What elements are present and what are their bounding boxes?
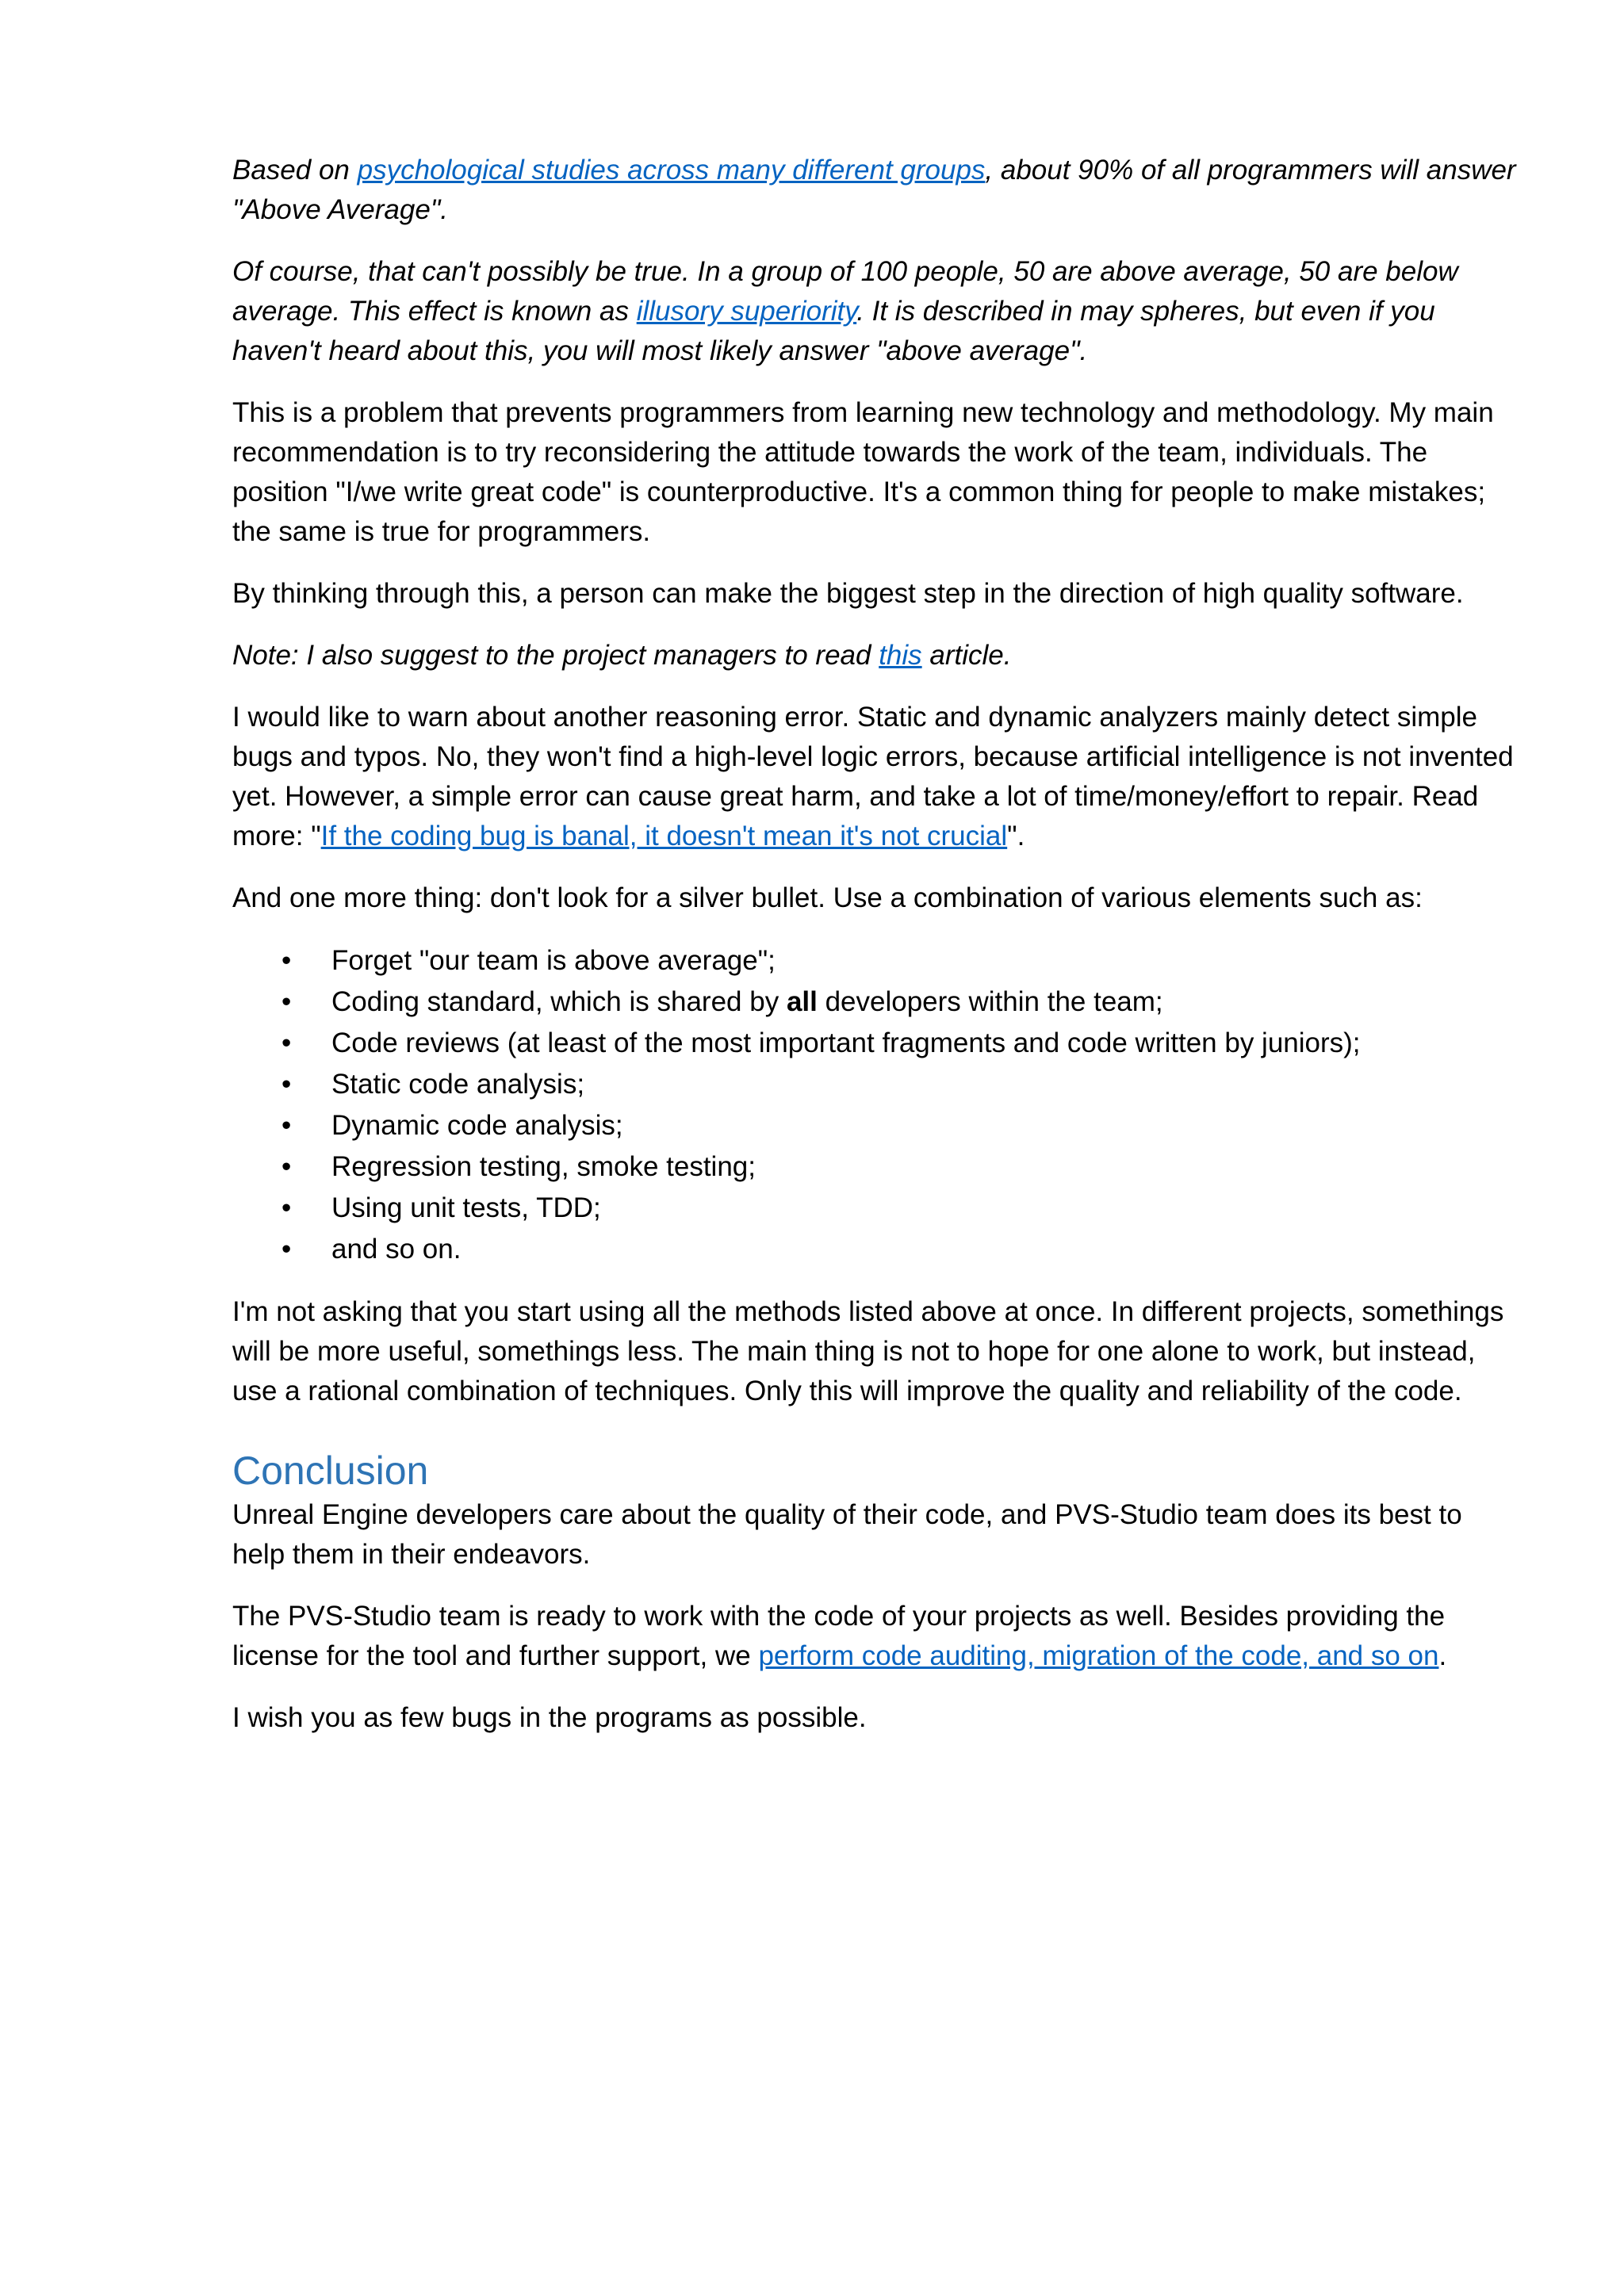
paragraph-text: article. — [921, 640, 1012, 671]
link-psychological-studies[interactable]: psychological studies across many different groups — [357, 155, 986, 186]
link-code-auditing[interactable]: perform code auditing, migration of the code, and so on — [758, 1640, 1439, 1671]
list-item-text: Coding standard, which is shared by — [331, 986, 787, 1017]
paragraph-closing-wish: I wish you as few bugs in the programs as possible. — [232, 1702, 867, 1733]
list-item — [232, 1105, 1517, 1146]
list-item — [232, 982, 1517, 1023]
bullet-icon: • — [282, 1110, 292, 1141]
list-item-text: developers within the team; — [817, 986, 1163, 1017]
bullet-icon: • — [282, 1192, 292, 1223]
link-coding-bug-banal[interactable]: If the coding bug is banal, it doesn't mean it's not crucial — [320, 821, 1008, 851]
paragraph-problem: This is a problem that prevents programmers from learning new technology and methodology. My main recommendation is to try reconsidering the attitude towards the work of the team, individuals. The position "I/we write great code" is counterproductive. It's a common thing for people to make mistakes; the same is true for programmers. — [232, 397, 1494, 547]
paragraph-note — [232, 636, 1517, 675]
paragraph-text: The PVS-Studio team is ready to work with the code of your projects as well. Besides providing the license for the tool and further support, we — [232, 1601, 1446, 1671]
list-item-bold-text: all — [786, 986, 818, 1017]
paragraph-unreal-developers: Unreal Engine developers care about the quality of their code, and PVS-Studio team does its best to help them in their endeavors. — [232, 1499, 1462, 1570]
list-item — [232, 1023, 1517, 1064]
bullet-icon: • — [282, 945, 292, 976]
list-item-text: and so on. — [331, 1234, 462, 1265]
paragraph-methods-note: I'm not asking that you start using all the methods listed above at once. In different projects, somethings will be more useful, somethings less. The main thing is not to hope for one alone to work, but instead, use a rational combination of techniques. Only this will improve the quality and reliability of the code. — [232, 1296, 1504, 1406]
document-page — [232, 151, 1517, 1760]
paragraph-text: Note: I also suggest to the project managers to read — [232, 640, 879, 671]
bullet-icon: • — [282, 1069, 292, 1100]
bullet-icon: • — [282, 986, 292, 1017]
list-item — [232, 940, 1517, 982]
list-item — [232, 1188, 1517, 1229]
list-item-text: Forget "our team is above average"; — [331, 945, 776, 976]
list-item-text: Dynamic code analysis; — [331, 1110, 623, 1141]
paragraph-text: Based on — [232, 155, 358, 186]
link-illusory-superiority[interactable]: illusory superiority — [636, 296, 857, 327]
paragraph-survey — [232, 151, 1517, 230]
list-item — [232, 1064, 1517, 1105]
section-heading-conclusion: Conclusion — [232, 1448, 429, 1493]
list-item-text: Using unit tests, TDD; — [331, 1192, 601, 1223]
list-item — [232, 1229, 1517, 1270]
list-item — [232, 1146, 1517, 1188]
list-item-text: Static code analysis; — [331, 1069, 585, 1100]
paragraph-illusory-superiority — [232, 252, 1517, 371]
bullet-icon: • — [282, 1234, 292, 1265]
bullet-icon: • — [282, 1027, 292, 1058]
paragraph-text: Of course, that can't possibly be true. In a group of 100 people, 50 are above average, 50 are below average. This effect is known as — [232, 256, 1458, 327]
paragraph-reasoning-error — [232, 698, 1517, 856]
paragraph-text: I would like to warn about another reasoning error. Static and dynamic analyzers mainly detect simple bugs and typos. No, they won't find a high-level logic errors, because artificial intelligence is not invented yet. However, a simple error can cause great harm, and take a lot of time/money/effort to repair. Read more: " — [232, 702, 1514, 851]
paragraph-text: , about 90% of all programmers will answer "Above Average". — [232, 155, 1516, 225]
paragraph-text: . It is described in may spheres, but even if you haven't heard about this, you will most likely answer "above average". — [232, 296, 1435, 366]
list-item-text: Code reviews (at least of the most important fragments and code written by juniors); — [331, 1027, 1361, 1058]
list-item-text: Regression testing, smoke testing; — [331, 1151, 756, 1182]
bullet-icon: • — [282, 1151, 292, 1182]
paragraph-text: ". — [1007, 821, 1025, 851]
methods-list — [232, 940, 1517, 1270]
paragraph-text: . — [1438, 1640, 1447, 1671]
link-this-article[interactable]: this — [879, 640, 922, 671]
paragraph-thinking: By thinking through this, a person can make the biggest step in the direction of high quality software. — [232, 578, 1464, 609]
paragraph-silver-bullet: And one more thing: don't look for a silver bullet. Use a combination of various elements such as: — [232, 882, 1423, 913]
paragraph-pvs-team — [232, 1597, 1517, 1676]
